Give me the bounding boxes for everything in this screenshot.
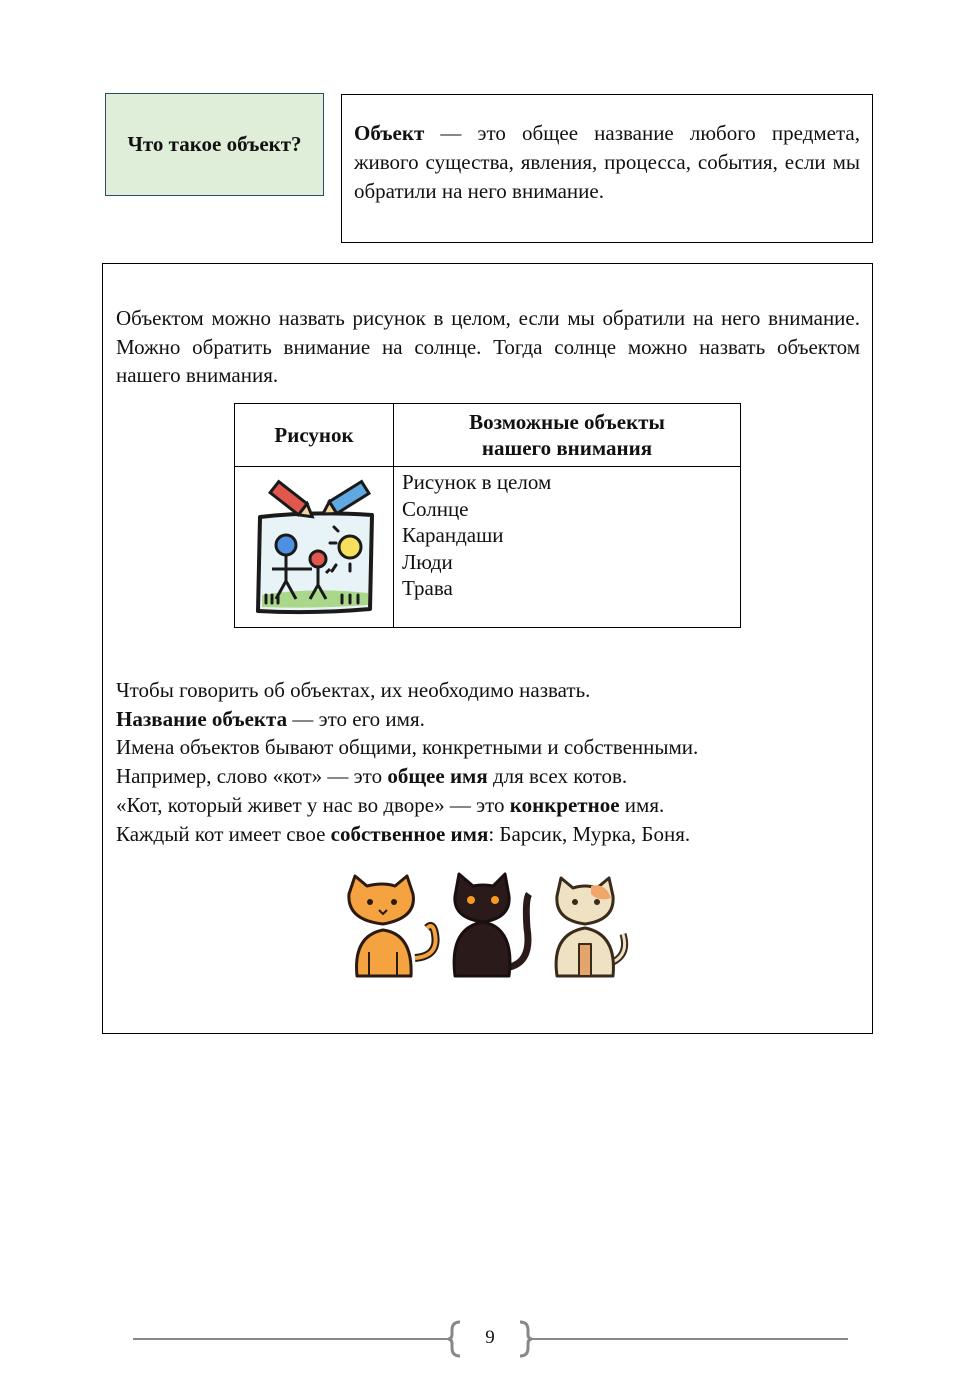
table-header-row — [235, 404, 741, 467]
intro-paragraph: Объектом можно назвать рисунок в целом, если мы обратили на него внимание. Можно обратить внимание на солнце. Тогда солнце можно назвать объектом нашего внимания. — [116, 306, 860, 387]
cats-illustration — [343, 872, 633, 980]
main-content-box — [102, 263, 873, 1034]
black-cat-icon — [454, 874, 529, 976]
body-line-6-a: Каждый кот имеет свое — [116, 821, 331, 846]
list-item: Рисунок в целом — [402, 470, 552, 494]
common-name-term: общее имя — [387, 764, 488, 789]
body-line-3 — [116, 733, 866, 762]
definition-box — [341, 94, 873, 243]
specific-name-term: конкретное — [509, 792, 620, 817]
table-header-objects — [394, 404, 741, 467]
body-line-4 — [116, 762, 866, 791]
list-item: Трава — [402, 576, 453, 600]
definition-text: — это общее название любого предмета, живого существа, явления, процесса, события, если мы обратили на него внимание. — [354, 121, 860, 203]
picture-cell — [235, 467, 394, 628]
question-title: Что такое объект? — [127, 132, 302, 156]
body-line-5 — [116, 791, 866, 820]
object-name-term: Название объекта — [116, 706, 288, 731]
body-line-4-a: Например, слово «кот» — это — [116, 764, 388, 789]
table-header-picture: Рисунок — [235, 404, 394, 467]
objects-table — [234, 403, 741, 628]
body-line-2-text: — это его имя. — [287, 706, 425, 731]
body-line-4-b: для всех котов. — [487, 764, 628, 789]
objects-list-cell — [394, 467, 741, 628]
list-item: Карандаши — [402, 523, 504, 547]
question-box — [105, 93, 324, 196]
list-item: Солнце — [402, 496, 469, 521]
body-line-2 — [116, 705, 866, 734]
body-line-1 — [116, 676, 866, 705]
table-row — [235, 467, 741, 628]
definition-term: Объект — [354, 121, 425, 145]
header-objects-line2: нашего внимания — [481, 436, 653, 460]
orange-cat-icon — [349, 876, 436, 976]
body-line-5-a: «Кот, который живет у нас во дворе» — это — [116, 792, 510, 817]
page-number: 9 — [485, 1327, 495, 1348]
body-line-5-b: имя. — [619, 792, 665, 817]
sun-icon — [339, 536, 361, 558]
calico-cat-icon — [556, 878, 625, 976]
body-line-6-b: : Барсик, Мурка, Боня. — [488, 821, 691, 846]
body-line-6 — [116, 820, 866, 849]
body-text — [116, 676, 866, 848]
drawing-picture-icon — [246, 469, 382, 619]
body-line-1-text: Чтобы говорить об объектах, их необходимо назвать. — [116, 678, 591, 702]
header-objects-line1: Возможные объекты — [469, 410, 665, 434]
list-item: Люди — [402, 549, 453, 574]
body-line-3-text: Имена объектов бывают общими, конкретными и собственными. — [116, 735, 699, 760]
proper-name-term: собственное имя — [330, 821, 489, 846]
